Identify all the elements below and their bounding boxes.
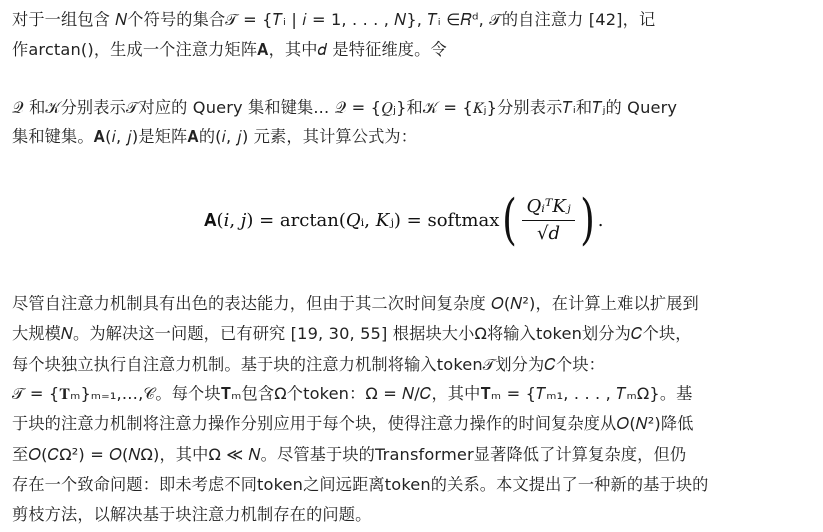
attention-formula (204, 188, 603, 252)
paragraph-3-line-1: 尽管自注意力机制具有出色的表达能力，但由于其二次时间复杂度 𝑂(𝑁²)，在计算上难以扩展到 (12, 294, 699, 313)
formula-lhs: 𝐀(𝑖, 𝑗) = arctan(𝑄ᵢ, 𝐾ⱼ) = softmax (204, 209, 500, 231)
paragraph-2-line-1: 𝒬 和𝒦分别表示𝒯对应的 Query 集和键集... 𝒬 = {𝑄ⱼ}和𝒦 = {𝐾ⱼ}分别表示𝑇ᵢ和𝑇ⱼ的 Query (12, 98, 678, 117)
paragraph-2-line-2: 集和键集。𝐀(𝑖, 𝑗)是矩阵𝐀的(𝑖, 𝑗) 元素，其计算公式为： (12, 127, 418, 146)
formula-fraction (522, 196, 574, 244)
paragraph-3-line-5: 于块的注意力机制将注意力操作分别应用于每个块，使得注意力操作的时间复杂度从𝑂(𝑁²)降低 (12, 414, 694, 433)
formula-right-paren: ) (579, 188, 595, 251)
paragraph-3-line-3: 每个块独立执行自注意力机制。基于块的注意力机制将输入token𝒯划分为𝐶个块： (12, 355, 605, 374)
formula-end: . (597, 209, 604, 231)
paragraph-3-line-2: 大规模𝑁。为解决这一问题，已有研究 [19, 30, 55] 根据块大小Ω将输入token划分为𝐶个块， (12, 324, 692, 343)
paragraph-3-line-7: 存在一个致命问题：即未考虑不同token之间远距离token的关系。本文提出了一种新的基于块的 (12, 475, 709, 494)
formula-numerator: 𝑄ᵢᵀ𝐾ⱼ (522, 196, 574, 221)
paragraph-3-line-6: 至𝑂(𝐶Ω²) = 𝑂(𝑁Ω)，其中Ω ≪ 𝑁。尽管基于块的Transformer显著降低了计算复杂度，但仍 (12, 445, 687, 464)
paragraph-1-line-1: 对于一组包含 𝑁个符号的集合𝒯 = {𝑇ᵢ | 𝑖 = 1, . . . , 𝑁}, 𝑇ᵢ ∈𝑅ᵈ, 𝒯的自注意力 [42]，记 (12, 10, 656, 29)
formula-left-paren: ( (502, 188, 518, 251)
formula-denominator: √𝑑 (537, 223, 561, 244)
paragraph-3-line-4: 𝒯 = {𝐓ₘ}ₘ₌₁,…,𝒞。每个块𝐓ₘ包含Ω个token：Ω = 𝑁/𝐶，其中𝐓ₘ = {𝑇ₘ₁, . . . , 𝑇ₘΩ}。基 (12, 384, 693, 403)
paragraph-3-line-8: 剪枝方法，以解决基于块注意力机制存在的问题。 (12, 505, 372, 524)
paragraph-1-line-2: 作arctan()，生成一个注意力矩阵𝐀，其中𝑑 是特征维度。令 (12, 40, 447, 59)
